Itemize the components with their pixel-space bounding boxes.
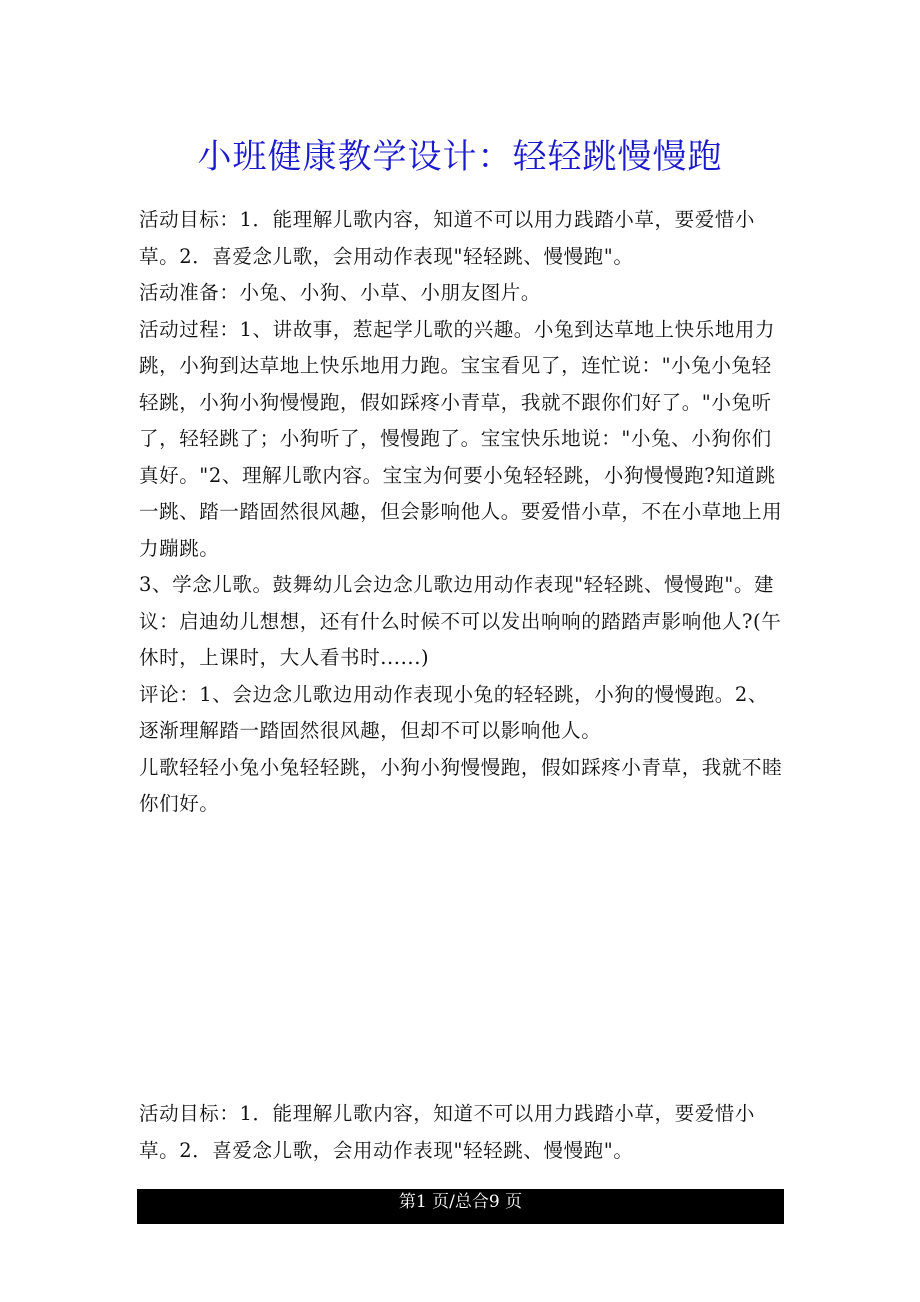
paragraph-evaluation: 评论：1、会边念儿歌边用动作表现小兔的轻轻跳，小狗的慢慢跑。2、逐渐理解踏一踏固然很风趣，但却不可以影响他人。 xyxy=(139,682,769,742)
paragraph-learn-song: 3、学念儿歌。鼓舞幼儿会边念儿歌边用动作表现"轻轻跳、慢慢跑"。建议：启迪幼儿想想，还有什么时候不可以发出响响的踏踏声影响他人?(午休时，上课时，大人看书时......) xyxy=(139,573,782,669)
paragraph-goals: 活动目标：1．能理解儿歌内容，知道不可以用力践踏小草，要爱惜小草。2．喜爱念儿歌，会用动作表现"轻轻跳、慢慢跑"。 xyxy=(139,208,756,268)
page-number-label: 第1 页/总合9 页 xyxy=(398,1192,523,1212)
document-title: 小班健康教学设计：轻轻跳慢慢跑 xyxy=(197,136,723,177)
document-body-continued xyxy=(139,1096,787,1169)
page-footer xyxy=(137,1189,784,1224)
paragraph-preparation: 活动准备：小兔、小狗、小草、小朋友图片。 xyxy=(139,281,542,304)
paragraph-process: 活动过程：1、讲故事，惹起学儿歌的兴趣。小兔到达草地上快乐地用力跳，小狗到达草地上快乐地用力跑。宝宝看见了，连忙说："小兔小兔轻轻跳，小狗小狗慢慢跑，假如踩疼小青草，我就不跟你们好了。"小兔听了，轻轻跳了；小狗听了，慢慢跑了。宝宝快乐地说："小兔、小狗你们真好。"2、理解儿歌内容。宝宝为何要小兔轻轻跳，小狗慢慢跑?知道跳一跳、踏一踏固然很风趣，但会影响他人。要爱惜小草，不在小草地上用力蹦跳。 xyxy=(139,317,783,560)
paragraph-nursery-rhyme: 儿歌轻轻小兔小兔轻轻跳，小狗小狗慢慢跑，假如踩疼小青草，我就不睦你们好。 xyxy=(139,755,783,815)
paragraph-goals-repeat: 活动目标：1．能理解儿歌内容，知道不可以用力践踏小草，要爱惜小草。2．喜爱念儿歌，会用动作表现"轻轻跳、慢慢跑"。 xyxy=(139,1102,756,1162)
document-body xyxy=(139,202,787,823)
